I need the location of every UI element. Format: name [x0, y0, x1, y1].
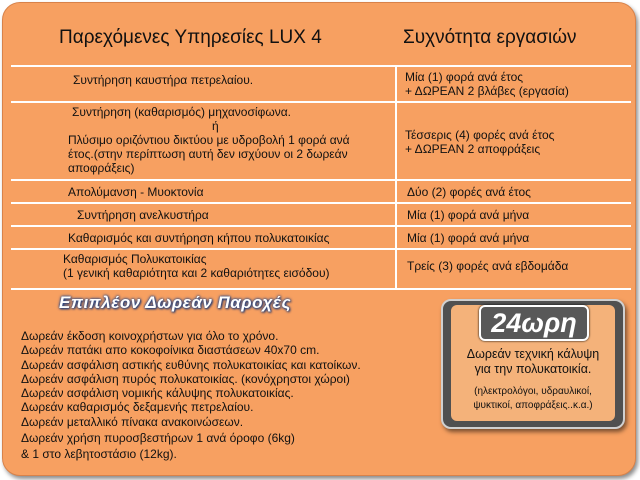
list-item: Δωρεάν μεταλλικό πίνακα ανακοινώσεων.	[21, 414, 244, 429]
service-cell: Συντήρηση καυστήρα πετρελαίου.	[11, 67, 397, 101]
support-box-content	[451, 305, 615, 421]
frequency-cell: Μία (1) φορά ανά έτος + ΔΩΡΕΑΝ 2 βλάβες (εργασία)	[405, 70, 569, 98]
service-cell: Συντήρηση (καθαρισμός) μηχανοσίφωνα. ή Πλύσιμο οριζόντιου δικτύου με υδροβολή 1 φορά ανά έτος.(στην περίπτωση αυτή δεν ισχύουν οι 2 δωρεάν αποφράξεις)	[11, 103, 397, 179]
list-item: Δωρεάν ασφάλιση αστικής ευθύνης πολυκατοικίας και κατοίκων.	[21, 357, 361, 372]
extras-list	[21, 329, 361, 462]
list-item: Δωρεάν πατάκι απο κοκοφοίνικα διαστάσεων 40x70 cm.	[21, 343, 320, 358]
table-row	[11, 250, 631, 290]
frequency-cell: Τέσσερις (4) φορές ανά έτος + ΔΩΡΕΑΝ 2 αποφράξεις	[405, 128, 555, 156]
extras-heading: Επιπλέον Δωρεάν Παροχές	[59, 293, 291, 312]
table-row	[11, 103, 631, 181]
services-table	[11, 65, 631, 290]
frequency-heading: Συχνότητα εργασιών	[403, 27, 577, 48]
table-row	[11, 227, 631, 250]
services-heading: Παρεχόμενες Υπηρεσίες LUX 4	[59, 27, 322, 48]
support-details: (ηλεκτρολόγοι, υδραυλικοί, ψυκτικοί, αποφράξεις..κ.α.)	[473, 386, 593, 411]
service-cell: Καθαρισμός Πολυκατοικίας (1 γενική καθαριότητα και 2 καθαριότητες εισόδου)	[11, 250, 397, 288]
table-row	[11, 204, 631, 227]
frequency-cell: Τρείς (3) φορές ανά εβδομάδα	[407, 259, 569, 273]
list-item: Δωρεάν έκδοση κοινοχρήστων για όλο το χρόνο.	[21, 329, 279, 343]
frequency-cell: Μία (1) φορά ανά μήνα	[407, 208, 530, 222]
list-item: & 1 στο λεβητοστάσιο (12kg).	[21, 447, 177, 462]
list-item: Δωρεάν ασφάλιση πυρός πολυκατοικίας. (κονόχρηστοι χώροι)	[21, 371, 350, 386]
service-cell: Απολύμανση - Μυοκτονία	[11, 181, 397, 202]
frequency-cell: Δύο (2) φορές ανά έτος	[407, 185, 531, 199]
list-item: Δωρεάν ασφάλιση νομικής κάλυψης πολυκατοικίας.	[21, 386, 294, 401]
service-cell: Συντήρηση ανελκυστήρα	[11, 204, 397, 225]
list-item: Δωρεάν χρήση πυροσβεστήρων 1 ανά όροφο (6kg)	[21, 431, 295, 446]
support-description: Δωρεάν τεχνική κάλυψη για την πολυκατοικία.	[466, 347, 600, 376]
list-item: Δωρεάν καθαρισμός δεξαμενής πετρελαίου.	[21, 400, 254, 415]
support-box	[441, 299, 625, 429]
frequency-cell: Μία (1) φορά ανά μήνα	[407, 231, 530, 245]
table-row	[11, 181, 631, 204]
support-badge: 24ωρη	[479, 305, 589, 341]
table-row	[11, 67, 631, 103]
services-panel	[2, 2, 636, 476]
service-cell: Καθαρισμός και συντήρηση κήπου πολυκατοικίας	[11, 227, 397, 248]
